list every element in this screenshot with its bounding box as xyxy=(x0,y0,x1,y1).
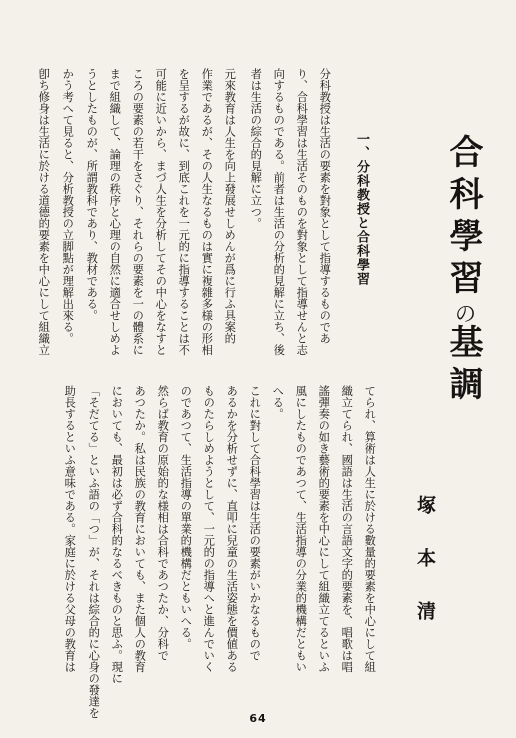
body-text-column: 風にしたものであつて、生活指導の分業的機構だともい xyxy=(294,385,308,673)
body-text-column: のであつて、生活指導の單業的機構だともいへる。 xyxy=(179,385,193,650)
section-heading: 一、分科教授と合科學習 xyxy=(354,132,369,286)
body-text-column: 織立てられ、國語は生活の言語文字的要素を、唱歌は唱 xyxy=(340,385,354,673)
body-text-column: へる。 xyxy=(271,385,285,420)
title-main: 合科學習 xyxy=(443,134,483,302)
body-text-column: 元來教育は人生を向上發展せしめんが爲に行ふ具案的 xyxy=(223,68,237,344)
page-number: 64 xyxy=(249,712,267,725)
body-text-column: うとしたものが、所謂教科であり、教材である。 xyxy=(85,68,99,321)
body-text-column: かう考へて見ると、分析教授の立脚點が理解出來る。 xyxy=(61,68,75,344)
body-text-column: り、合科學習は生活そのものを對象として指導せんと志 xyxy=(295,68,309,356)
body-text-column: 分科教授は生活の要素を對象として指導するものであ xyxy=(318,68,332,344)
body-text-column: まで組織して、論理の秩序と心理の自然に適合せしめよ xyxy=(108,68,122,356)
author-name: 塚本清 xyxy=(414,495,436,654)
body-text-column: を呈するが故に、到底これを一元的に指導することは不 xyxy=(177,68,191,356)
body-text-column: 可能に近いから、まづ人生を分析してその中心をなすと xyxy=(154,68,168,356)
body-text-column: ころの要素の若干をさぐり、それらの要素を一の體系に xyxy=(131,68,145,356)
body-text-column: においても、最初は必ず合科的なるべきものと思ふ。現に xyxy=(110,385,124,684)
article-title xyxy=(432,134,483,420)
title-particle: の xyxy=(451,302,476,324)
body-text-column: これに對して合科學習は生活の要素がいかなるもので xyxy=(248,385,262,661)
body-text-column: 助長するといふ意味である。家庭に於ける父母の教育は xyxy=(63,385,77,673)
body-text-column: 「そだてる」といふ語の「つ」が、それは綜合的に心身の發達を xyxy=(87,385,101,719)
body-text-column: 向するものである。前者は生活の分析的見解に立ち、後 xyxy=(272,68,286,356)
body-text-column: 卽ち修身は生活に於ける道德的要素を中心にして組織立 xyxy=(37,68,51,356)
body-text-column: 作業であるが、その人生なるものは實に複雜多様の形相 xyxy=(200,68,214,356)
title-end: 基調 xyxy=(443,324,483,408)
body-text-column: あるかを分析せずに、直叩に兒童の生活姿態を價値ある xyxy=(225,385,239,673)
body-text-column: ものたらしめようとして、一元的の指導へと進んでいく xyxy=(202,385,216,673)
body-text-column: てられ、算術は人生に於ける數量的要素を中心にして組 xyxy=(363,385,377,673)
body-text-column: 謠彈奏の如き藝術的要素を中心にして組織立てるといふ xyxy=(317,385,331,673)
body-text-column: 然らば教育の原始的な様相は合科であつたか、分科で xyxy=(156,385,170,661)
body-text-column: 者は生活の綜合的見解に立つ。 xyxy=(249,68,263,229)
body-text-column: あつたか。私は民族の教育においても、また個人の教育 xyxy=(133,385,147,673)
